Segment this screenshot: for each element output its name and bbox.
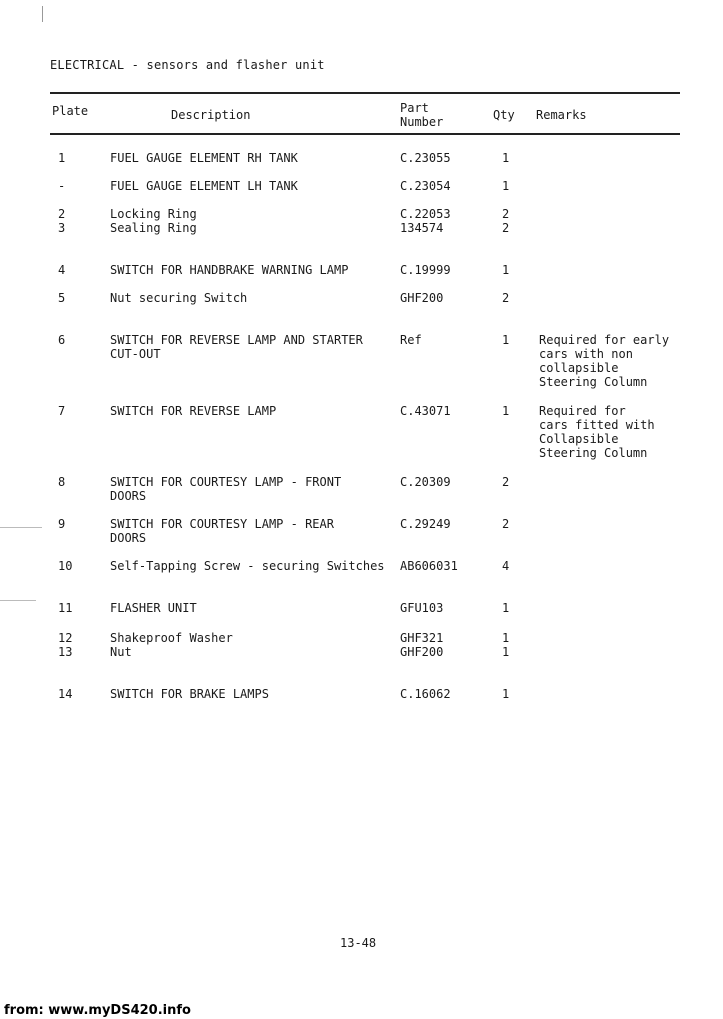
row-description: SWITCH FOR REVERSE LAMP (110, 404, 277, 418)
row-plate: 5 (58, 291, 66, 305)
row-part-number: C.20309 (400, 475, 451, 489)
row-part-number: C.23054 (400, 179, 451, 193)
row-plate: 2 3 (58, 207, 66, 235)
row-description: FUEL GAUGE ELEMENT LH TANK (110, 179, 298, 193)
header-description: Description (171, 108, 251, 122)
row-plate: 4 (58, 263, 66, 277)
row-plate: - (58, 179, 66, 193)
row-plate: 14 (58, 687, 73, 701)
row-qty: 1 (502, 333, 510, 347)
row-qty: 1 1 (502, 631, 510, 659)
row-remarks: Required for early cars with non collapsible Steering Column (539, 333, 670, 389)
row-qty: 2 2 (502, 207, 510, 235)
header-bottom-rule (50, 133, 680, 135)
header-qty: Qty (493, 108, 515, 122)
row-description: SWITCH FOR HANDBRAKE WARNING LAMP (110, 263, 349, 277)
row-plate: 6 (58, 333, 66, 347)
row-qty: 1 (502, 601, 510, 615)
page-number: 13-48 (340, 936, 377, 950)
scan-artifact-line (0, 527, 42, 528)
header-remarks: Remarks (536, 108, 587, 122)
row-part-number: GHF321 GHF200 (400, 631, 444, 659)
row-description: SWITCH FOR COURTESY LAMP - FRONT DOORS (110, 475, 342, 503)
row-plate: 8 (58, 475, 66, 489)
row-qty: 2 (502, 517, 510, 531)
row-part-number: Ref (400, 333, 422, 347)
row-qty: 4 (502, 559, 510, 573)
row-remarks: Required for cars fitted with Collapsible Steering Column (539, 404, 655, 460)
row-description: Shakeproof Washer Nut (110, 631, 233, 659)
corner-mark (42, 6, 49, 22)
row-qty: 1 (502, 151, 510, 165)
row-part-number: C.43071 (400, 404, 451, 418)
row-description: Self-Tapping Screw - securing Switches (110, 559, 385, 573)
scan-artifact-line (0, 600, 36, 601)
header-plate: Plate (52, 104, 89, 118)
row-part-number: C.23055 (400, 151, 451, 165)
row-qty: 1 (502, 179, 510, 193)
row-description: FLASHER UNIT (110, 601, 197, 615)
header-part-number: Part Number (400, 101, 444, 129)
row-description: SWITCH FOR BRAKE LAMPS (110, 687, 269, 701)
row-plate: 7 (58, 404, 66, 418)
row-description: SWITCH FOR REVERSE LAMP AND STARTER CUT-OUT (110, 333, 363, 361)
row-part-number: AB606031 (400, 559, 458, 573)
row-part-number: C.16062 (400, 687, 451, 701)
row-plate: 10 (58, 559, 73, 573)
header-top-rule (50, 92, 680, 94)
row-plate: 12 13 (58, 631, 73, 659)
row-part-number: C.19999 (400, 263, 451, 277)
row-plate: 11 (58, 601, 73, 615)
row-qty: 2 (502, 291, 510, 305)
row-description: Nut securing Switch (110, 291, 248, 305)
row-qty: 1 (502, 263, 510, 277)
row-qty: 1 (502, 404, 510, 418)
row-description: Locking Ring Sealing Ring (110, 207, 197, 235)
page-title: ELECTRICAL - sensors and flasher unit (50, 58, 325, 72)
row-description: SWITCH FOR COURTESY LAMP - REAR DOORS (110, 517, 334, 545)
row-part-number: C.29249 (400, 517, 451, 531)
row-qty: 2 (502, 475, 510, 489)
row-part-number: GHF200 (400, 291, 444, 305)
row-part-number: GFU103 (400, 601, 444, 615)
source-watermark: from: www.myDS420.info (4, 1003, 191, 1018)
row-plate: 1 (58, 151, 66, 165)
row-part-number: C.22053 134574 (400, 207, 451, 235)
row-qty: 1 (502, 687, 510, 701)
row-description: FUEL GAUGE ELEMENT RH TANK (110, 151, 298, 165)
row-plate: 9 (58, 517, 66, 531)
